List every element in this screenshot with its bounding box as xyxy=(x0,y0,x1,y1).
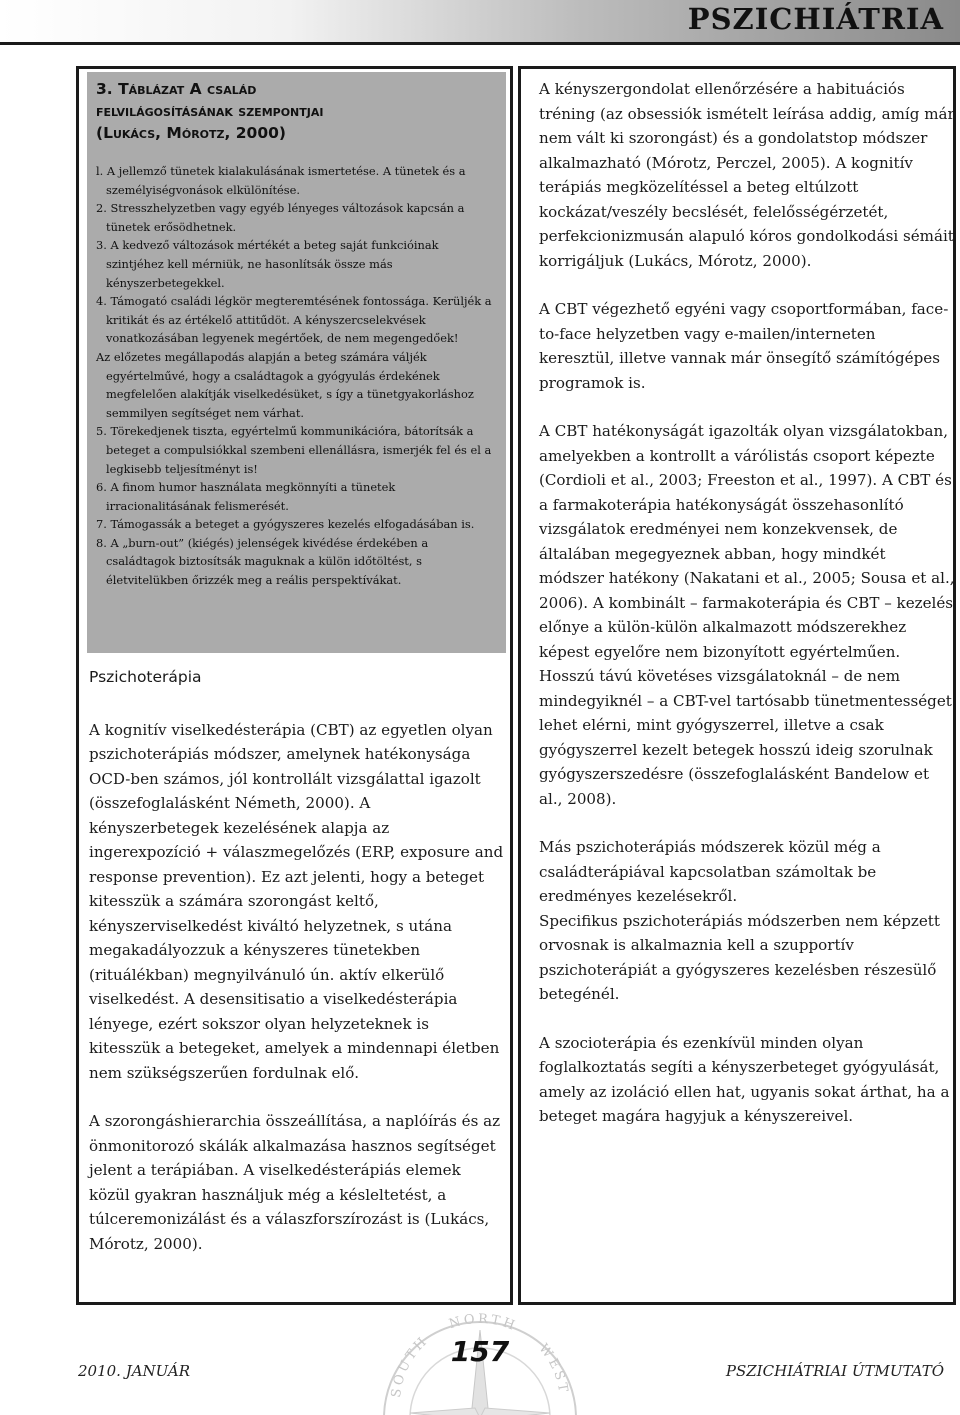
paragraph: A szocioterápia és ezenkívül minden olyan foglalkoztatás segíti a kényszerbeteget gyógyulását, amely az izoláció ellen hat, ugyanis sokat árthat, ha a beteget magára hagyjuk a kényszereivel. xyxy=(539,1033,950,1125)
right-body-text xyxy=(539,77,955,1129)
emblem-word: NORTH xyxy=(447,1311,520,1335)
footer-journal: PSZICHIÁTRIAI ÚTMUTATÓ xyxy=(725,1362,944,1380)
paragraph: Más pszichoterápiás módszerek közül még a családterápiával kapcsolatban számoltak be eredményes kezelésekről. xyxy=(539,838,881,905)
table-item: 5. Törekedjenek tiszta, egyértelmű kommunikációra, bátorítsák a beteget a compulsiókkal szembeni ellenállásra, ismerjék fel és el a legkisebb teljesítményt is! xyxy=(96,424,492,476)
footer-date: 2010. JANUÁR xyxy=(78,1362,190,1380)
paragraph: A kognitív viselkedésterápia (CBT) az egyetlen olyan pszichoterápiás módszer, amelynek hatékonysága OCD-ben számos, jól kontrollált vizsgálattal igazolt (összefoglalásként Németh, 2000). A kényszerbetegek kezelésének alapja az ingerexpozíció + válaszmegelőzés (ERP, exposure and response prevention). Ez azt jelenti, hogy a beteget kitesszük a számára szorongást keltő, kényszerviselkedést kiváltó helyzetnek, s utána megakadályozzuk a kényszeres tünetekben (rituálékban) megnyilvánuló ún. aktív elkerülő viselkedést. A desensitisatio a viselkedésterápia lényege, ezért sokszor olyan helyzeteknek is kitesszük a betegeket, amelyek a mindennapi életben nem szükségszerűen fordulnak elő. xyxy=(89,720,504,1082)
table-items xyxy=(96,162,498,590)
table-item: Az előzetes megállapodás alapján a beteg számára váljék egyértelművé, hogy a családtagok a gyógyulás érdekének megfelelően alakítják viselkedésüket, s így a tünetgyakorláshoz semmilyen segítséget nem várhat. xyxy=(96,349,474,420)
emblem-word: WEST xyxy=(535,1341,571,1396)
table-item: 7. Támogassák a beteget a gyógyszeres kezelés elfogadásában is. xyxy=(96,517,475,532)
svg-text:NORTH xyxy=(447,1312,519,1335)
paragraph: Specifikus pszichoterápiás módszerben nem képzett orvosnak is alkalmaznia kell a szupportív pszichoterápiát a gyógyszeres kezelésben részesülő betegénél. xyxy=(539,911,940,1003)
svg-text:SOUTH xyxy=(389,1333,432,1398)
table-item: l. A jellemző tünetek kialakulásának ismertetése. A tünetek és a személyiségvonások elkülönítése. xyxy=(96,164,466,197)
table-item: 2. Stresszhelyzetben vagy egyéb lényeges változások kapcsán a tünetek erősödhetnek. xyxy=(96,201,465,234)
paragraph: A CBT végezhető egyéni vagy csoportformában, face-to-face helyzetben vagy e-mailen/interneten keresztül, illetve vannak már önsegítő számítógépes programok is. xyxy=(539,300,949,392)
table-title xyxy=(96,78,498,144)
table-title-line: 3. Táblázat A család xyxy=(96,80,257,98)
table-title-line: felvilágosításának szempontjai xyxy=(96,102,324,120)
header-bar xyxy=(0,0,960,45)
page-number: 157 xyxy=(450,1335,510,1368)
section-title: PSZICHIÁTRIA xyxy=(687,2,944,36)
table-title-line: (Lukács, Mórotz, 2000) xyxy=(96,124,286,142)
table-item: 8. A „burn-out” (kiégés) jelenségek kivédése érdekében a családtagok biztosítsák maguknak a külön időtöltést, s életvitelükben őrizzék meg a reális perspektívákat. xyxy=(96,535,429,588)
table-item: 6. A finom humor használata megkönnyíti a tünetek irracionalitásának felismerését. xyxy=(96,480,396,513)
emblem-word: SOUTH xyxy=(389,1333,432,1399)
family-info-table xyxy=(87,72,506,653)
right-column-frame xyxy=(518,66,956,1305)
left-column-frame xyxy=(76,66,513,1305)
paragraph: A CBT hatékonyságát igazolták olyan vizsgálatokban, amelyekben a kontrollt a várólistás csoport képezte (Cordioli et al., 2003; Freeston et al., 1997). A CBT és a farmakoterápia hatékonyságát összehasonlító vizsgálatok eredményei nem konzekvensek, de általában megegyeznek abban, hogy mindkét módszer hatékony (Nakatani et al., 2005; Sousa et al., 2006). A kombinált – farmakoterápia és CBT – kezelés előnye a külön-külön alkalmazott módszerekhez képest egyelőre nem bizonyított egyértelműen. Hosszú távú követéses vizsgálatoknál – de nem mindegyiknél – a CBT-vel tartósabb tünetmentességet lehet elérni, mint gyógyszerrel, illetve a csak gyógyszerrel kezelt betegek hosszú ideig szorulnak gyógyszerszedésre (összefoglalásként Bandelow et al., 2008). xyxy=(539,422,955,808)
subheading-pszichoterapia: Pszichoterápia xyxy=(89,668,202,686)
paragraph: A szorongáshierarchia összeállítása, a naplóírás és az önmonitorozó skálák alkalmazása hasznos segítséget jelent a terápiában. A viselkedésterápiás elemek közül gyakran használjuk még a késleltetést, a túlceremonizálást és a válaszforszírozást is (Lukács, Mórotz, 2000). xyxy=(89,1112,501,1253)
paragraph: A kényszergondolat ellenőrzésére a habituációs tréning (az obsessiók ismételt leírása addig, amíg már nem vált ki szorongást) és a gondolatstop módszer alkalmazható (Mórotz, Perczel, 2005). A kognitív terápiás megközelítéssel a beteg eltúlzott kockázat/veszély becslését, felelősségérzetét, perfekcionizmusán alapuló kóros gondolkodási sémáit korrigáljuk (Lukács, Mórotz, 2000). xyxy=(539,80,955,270)
svg-text:WEST xyxy=(535,1341,570,1396)
table-item: 3. A kedvező változások mértékét a beteg saját funkcióinak szintjéhez kell mérniük, ne hasonlítsák össze más kényszerbetegekkel. xyxy=(96,238,439,290)
left-body-text xyxy=(89,659,504,1256)
table-item: 4. Támogató családi légkör megteremtésének fontossága. Kerüljék a kritikát és az értékelő attitűdöt. A kényszercselekvések vonatkozásában legyenek megértőek, de nem megengedőek! xyxy=(96,294,492,346)
